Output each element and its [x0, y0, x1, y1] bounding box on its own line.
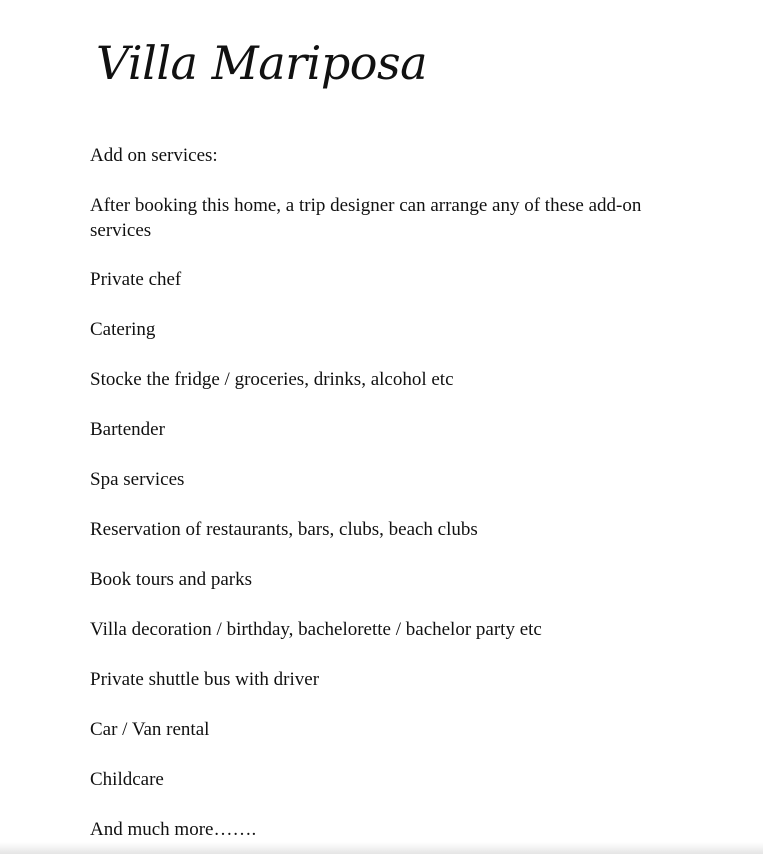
closing-line: And much more…….: [90, 819, 257, 840]
services-heading: Add on services:: [90, 145, 218, 166]
service-item-decoration: Villa decoration / birthday, bachelorette / bachelor party etc: [90, 619, 542, 640]
service-item-catering: Catering: [90, 319, 156, 340]
service-item-stock-fridge: Stocke the fridge / groceries, drinks, alcohol etc: [90, 369, 454, 390]
intro-paragraph: After booking this home, a trip designer can arrange any of these add-on services: [90, 195, 642, 241]
service-item-childcare: Childcare: [90, 769, 164, 790]
service-item-shuttle: Private shuttle bus with driver: [90, 669, 320, 690]
service-item-tours: Book tours and parks: [90, 569, 253, 590]
service-item-reservations: Reservation of restaurants, bars, clubs, beach clubs: [90, 519, 478, 540]
document-title: Villa Mariposa: [96, 36, 427, 90]
service-item-bartender: Bartender: [90, 419, 165, 440]
page-bottom-shadow: [0, 842, 763, 854]
service-item-car-rental: Car / Van rental: [90, 719, 210, 740]
service-item-spa: Spa services: [90, 469, 185, 490]
service-item-private-chef: Private chef: [90, 269, 182, 290]
